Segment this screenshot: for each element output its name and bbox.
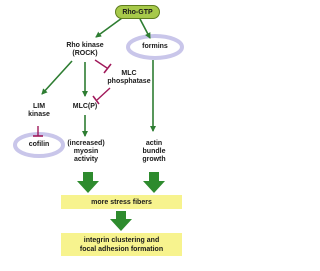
inhibit-rock-mlc-phosphatase (95, 60, 107, 68)
actin-line1: actin (145, 140, 163, 147)
mlc-phosphatase-line2: phosphatase (107, 78, 151, 85)
arrow-rock-to-limk (42, 61, 72, 94)
mlcp-label: MLC(P) (72, 103, 98, 110)
integrin-line2: focal adhesion formation (79, 245, 164, 253)
actin-line3: growth (142, 156, 166, 163)
block-arrow-myosin-to-stress-fibers (77, 172, 99, 193)
rho-kinase-label (62, 42, 108, 58)
formins-label: formins (142, 43, 168, 50)
myosin-activity-label (62, 140, 110, 164)
actin-line2: bundle (142, 148, 166, 155)
cofilin-label: cofilin (28, 141, 50, 148)
actin-bundle-growth-label (136, 140, 172, 164)
lim-kinase-line2: kinase (28, 111, 50, 118)
block-arrow-actin-to-stress-fibers (143, 172, 165, 193)
rho-kinase-line2: (ROCK) (72, 50, 98, 57)
lim-kinase-label (24, 103, 54, 119)
stress-fibers-box: more stress fibers (61, 195, 182, 209)
myosin-line2: myosin (73, 148, 99, 155)
integrin-line1: integrin clustering and (83, 236, 160, 244)
myosin-line3: activity (73, 156, 99, 163)
myosin-line1: (increased) (67, 140, 105, 147)
lim-kinase-line1: LIM (32, 103, 46, 110)
rho-kinase-line1: Rho kinase (66, 42, 104, 49)
rho-gtp-node: Rho-GTP (115, 5, 160, 19)
mlc-phosphatase-line1: MLC (121, 70, 137, 77)
arrow-rho-to-rock (96, 18, 122, 37)
block-arrow-stress-to-integrin (110, 211, 132, 231)
integrin-clustering-box (61, 233, 182, 256)
inhibit-mlc-phosphatase-mlcp (97, 88, 110, 100)
mlc-phosphatase-label (107, 70, 151, 86)
